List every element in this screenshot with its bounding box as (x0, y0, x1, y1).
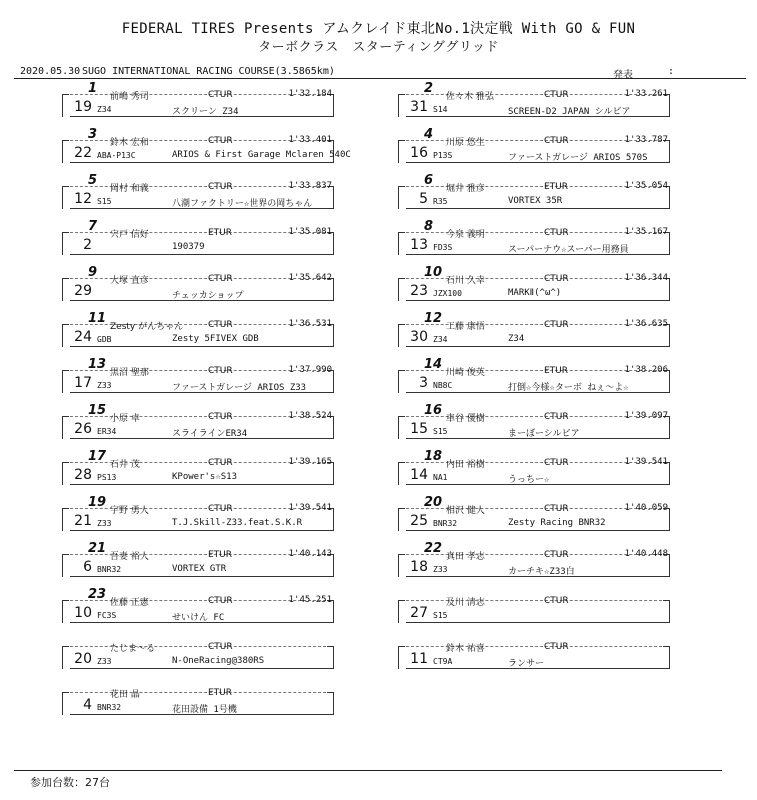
driver-name: 黒沼 聖那 (110, 368, 149, 378)
qualifying-time: 1'45.251 (288, 595, 332, 605)
class-label: CTUR (208, 458, 233, 468)
driver-name: 真田 孝志 (446, 552, 485, 562)
grid-position: 18 (424, 449, 443, 464)
car-number: 25 (410, 513, 428, 529)
entry-base-line (70, 254, 334, 255)
qualifying-time: 1'36.531 (288, 319, 332, 329)
qualifying-time: 1'40.059 (624, 503, 668, 513)
grid-position: 14 (424, 357, 443, 372)
team-name: Zesty Racing BNR32 (508, 518, 606, 528)
car-model: GDB (97, 335, 112, 344)
grid-position: 1 (88, 81, 98, 96)
team-name: カーチキ☆Z33白 (508, 567, 575, 577)
driver-name: 今泉 義明 (446, 230, 485, 240)
entry-top-line (406, 140, 662, 141)
entry-top-line (70, 600, 326, 601)
driver-name: 工藤 康悟 (446, 322, 485, 332)
page-subtitle: ターボクラス スターティンググリッド (258, 40, 499, 55)
grid-entry (62, 682, 334, 715)
car-number: 26 (74, 421, 92, 437)
qualifying-time: 1'39.541 (288, 503, 332, 513)
team-name: 花田設備 1号機 (172, 705, 237, 715)
class-label: CTUR (544, 274, 569, 284)
qualifying-time: 1'40.448 (624, 549, 668, 559)
class-label: ETUR (544, 366, 569, 376)
car-number: 21 (74, 513, 92, 529)
entry-base-line (406, 208, 670, 209)
driver-name: 吾妻 裕人 (110, 552, 149, 562)
car-number: 14 (410, 467, 428, 483)
entry-top-line (406, 462, 662, 463)
qualifying-time: 1'36.635 (624, 319, 668, 329)
driver-name: 堀井 雅彦 (446, 184, 485, 194)
car-number: 6 (83, 559, 92, 575)
driver-name: 石川 久幸 (446, 276, 485, 286)
entry-top-line (406, 508, 662, 509)
class-label: CTUR (544, 412, 569, 422)
team-name: せいけん FC (172, 613, 225, 623)
entry-top-line (70, 140, 326, 141)
team-name: まーぼーシルビア (508, 429, 580, 439)
driver-name: 宍戸 信好 (110, 230, 149, 240)
entry-top-line (70, 324, 326, 325)
grid-entry (62, 587, 334, 623)
car-number: 22 (74, 145, 92, 161)
car-number: 17 (74, 375, 92, 391)
class-label: CTUR (208, 320, 233, 330)
team-name: Zesty 5FIVEX GDB (172, 334, 259, 344)
car-model: NB8C (433, 381, 453, 390)
grid-entry (62, 403, 334, 439)
team-name: SCREEN-D2 JAPAN シルビア (508, 107, 631, 117)
grid-entry (398, 495, 670, 531)
car-number: 12 (74, 191, 92, 207)
grid-position: 6 (424, 173, 434, 188)
class-label: ETUR (208, 228, 233, 238)
car-number: 13 (410, 237, 428, 253)
class-label: CTUR (208, 412, 233, 422)
car-number: 10 (74, 605, 92, 621)
grid-entry (398, 265, 670, 301)
team-name: スクリーン Z34 (172, 107, 239, 117)
grid-entry (62, 311, 334, 347)
grid-entry (398, 173, 670, 209)
car-model: BNR32 (433, 519, 458, 528)
class-label: CTUR (544, 458, 569, 468)
car-model: Z33 (97, 657, 112, 666)
grid-position: 8 (424, 219, 434, 234)
car-model: Z33 (97, 381, 112, 390)
class-label: CTUR (208, 274, 233, 284)
class-label: CTUR (208, 90, 233, 100)
entry-top-line (70, 508, 326, 509)
driver-name: Zesty がんちゃん (110, 322, 184, 332)
driver-name: たじま～る (110, 644, 156, 654)
entry-top-line (406, 600, 662, 601)
team-name: MARKⅡ(^ω^) (508, 288, 562, 298)
driver-name: 鈴木 祐喜 (446, 644, 485, 654)
grid-entry (62, 636, 334, 669)
team-name: Z34 (508, 334, 525, 344)
grid-position: 3 (88, 127, 98, 142)
grid-entry (398, 81, 670, 117)
grid-position: 7 (88, 219, 98, 234)
qualifying-time: 1'33.401 (288, 135, 332, 145)
car-model: S15 (97, 197, 112, 206)
qualifying-time: 1'36.344 (624, 273, 668, 283)
qualifying-time: 1'37.990 (288, 365, 332, 375)
grid-position: 10 (424, 265, 443, 280)
driver-name: 小原 卓 (110, 414, 140, 424)
car-number: 19 (74, 99, 92, 115)
car-number: 24 (74, 329, 92, 345)
car-model: CT9A (433, 657, 453, 666)
entry-top-line (70, 94, 326, 95)
entry-top-line (406, 278, 662, 279)
bracket-right (327, 692, 334, 715)
car-model: FC3S (97, 611, 117, 620)
qualifying-time: 1'38.524 (288, 411, 332, 421)
entry-top-line (70, 462, 326, 463)
car-number: 11 (410, 651, 428, 667)
class-label: CTUR (208, 596, 233, 606)
entry-top-line (70, 232, 326, 233)
entry-top-line (406, 232, 662, 233)
entry-top-line (70, 646, 326, 647)
class-label: CTUR (208, 136, 233, 146)
entry-base-line (406, 346, 670, 347)
grid-position: 13 (88, 357, 107, 372)
grid-position: 15 (88, 403, 107, 418)
car-model: FD3S (433, 243, 453, 252)
car-number: 20 (74, 651, 92, 667)
car-model: ABA-P13C (97, 151, 136, 160)
driver-name: 鈴木 宏和 (110, 138, 149, 148)
grid-entry (398, 449, 670, 485)
grid-entry (398, 357, 670, 393)
car-model: Z34 (433, 335, 448, 344)
grid-position: 11 (88, 311, 107, 326)
entry-base-line (70, 346, 334, 347)
entry-top-line (406, 94, 662, 95)
grid-entry (62, 495, 334, 531)
entry-top-line (406, 554, 662, 555)
team-name: スライラインER34 (172, 429, 248, 439)
driver-name: 大塚 直彦 (110, 276, 149, 286)
driver-name: 相沢 健人 (446, 506, 485, 516)
qualifying-time: 1'32.184 (288, 89, 332, 99)
release-time: : (668, 66, 675, 77)
grid-entry (398, 541, 670, 577)
grid-entry (62, 541, 334, 577)
grid-position: 23 (88, 587, 107, 602)
team-name: VORTEX GTR (172, 564, 227, 574)
grid-position: 5 (88, 173, 98, 188)
team-name: 打倒☆今様☆ターボ ねぇ～よ☆ (508, 383, 629, 393)
grid-position: 12 (424, 311, 443, 326)
driver-name: 石井 茂 (110, 460, 140, 470)
class-label: CTUR (208, 182, 233, 192)
qualifying-time: 1'33.261 (624, 89, 668, 99)
car-number: 2 (83, 237, 92, 253)
grid-entry (398, 636, 670, 669)
class-label: CTUR (544, 136, 569, 146)
qualifying-time: 1'35.081 (288, 227, 332, 237)
grid-position: 2 (424, 81, 434, 96)
class-label: ETUR (208, 550, 233, 560)
class-label: CTUR (208, 504, 233, 514)
driver-name: 内田 裕樹 (446, 460, 485, 470)
car-model: PS13 (97, 473, 117, 482)
entry-top-line (406, 646, 662, 647)
bracket-right (663, 646, 670, 669)
grid-entry (62, 265, 334, 301)
grid-position: 21 (88, 541, 107, 556)
release-label: 発表 (613, 70, 633, 81)
grid-position: 17 (88, 449, 107, 464)
qualifying-time: 1'35.054 (624, 181, 668, 191)
car-number: 18 (410, 559, 428, 575)
entry-base-line (70, 576, 334, 577)
grid-position: 4 (424, 127, 434, 142)
car-model: Z33 (433, 565, 448, 574)
car-model: BNR32 (97, 565, 122, 574)
grid-entry (62, 357, 334, 393)
grid-position: 16 (424, 403, 443, 418)
class-label: CTUR (544, 228, 569, 238)
grid-position: 22 (424, 541, 443, 556)
driver-name: 川原 悠生 (446, 138, 485, 148)
entries-count: 参加台数：27台 (30, 776, 110, 789)
team-name: スーパーナウ☆スーパー用務員 (508, 245, 629, 255)
car-number: 16 (410, 145, 428, 161)
bracket-right (327, 646, 334, 669)
car-model: S15 (433, 427, 448, 436)
grid-entry (398, 219, 670, 255)
car-number: 27 (410, 605, 428, 621)
event-title: FEDERAL TIRES Presents アムクレイド東北No.1決定戦 With GO & FUN (121, 21, 636, 37)
team-name: うっちー☆ (508, 475, 550, 485)
car-model: JZX100 (433, 289, 462, 298)
team-name: ランサー (508, 659, 545, 669)
car-model: S14 (433, 105, 448, 114)
driver-name: 佐々木 雅弘 (446, 92, 494, 102)
entry-base-line (70, 530, 334, 531)
entry-top-line (70, 370, 326, 371)
qualifying-time: 1'33.837 (288, 181, 332, 191)
driver-name: 花田 晶 (110, 690, 140, 700)
entry-top-line (406, 416, 662, 417)
grid-entry (62, 127, 351, 163)
entry-base-line (406, 300, 670, 301)
entry-top-line (70, 692, 326, 693)
grid-entry (62, 449, 334, 485)
grid-position: 19 (88, 495, 107, 510)
driver-name: 岡村 和義 (110, 184, 149, 194)
car-number: 5 (419, 191, 428, 207)
driver-name: 佐藤 正憲 (110, 598, 149, 608)
entry-top-line (70, 416, 326, 417)
driver-name: 車谷 優樹 (446, 414, 485, 424)
bracket-right (663, 600, 670, 623)
entry-base-line (70, 162, 334, 163)
car-model: BNR32 (97, 703, 122, 712)
car-number: 31 (410, 99, 428, 115)
car-model: R35 (433, 197, 448, 206)
car-number: 4 (83, 697, 92, 713)
qualifying-time: 1'39.541 (624, 457, 668, 467)
header-divider (14, 78, 746, 79)
team-name: ファーストガレージ ARIOS 570S (508, 153, 648, 163)
entry-top-line (406, 324, 662, 325)
qualifying-time: 1'40.143 (288, 549, 332, 559)
car-model: S15 (433, 611, 448, 620)
entry-base-line (70, 668, 334, 669)
class-label: CTUR (544, 90, 569, 100)
grid-entry (398, 311, 670, 347)
class-label: ETUR (208, 688, 233, 698)
class-label: CTUR (544, 550, 569, 560)
grid-entry (62, 81, 334, 117)
entry-base-line (406, 622, 670, 623)
grid-entry (398, 590, 670, 623)
car-number: 3 (419, 375, 428, 391)
grid-entry (62, 219, 334, 255)
team-name: 190379 (172, 242, 205, 252)
entry-top-line (70, 554, 326, 555)
class-label: CTUR (544, 504, 569, 514)
entry-base-line (70, 484, 334, 485)
team-name: ARIOS & First Garage Mclaren 540C (172, 150, 351, 160)
car-model: ER34 (97, 427, 117, 436)
event-date: 2020.05.30 (20, 66, 81, 77)
class-label: CTUR (544, 320, 569, 330)
entry-top-line (70, 278, 326, 279)
car-model: Z33 (97, 519, 112, 528)
class-label: CTUR (544, 642, 569, 652)
car-model: NA1 (433, 473, 448, 482)
car-number: 30 (410, 329, 428, 345)
course-name: SUGO INTERNATIONAL RACING COURSE(3.5865km) (82, 66, 335, 77)
team-name: チェッカショップ (172, 291, 244, 301)
grid-entry (62, 173, 334, 209)
driver-name: 前嶋 秀司 (110, 92, 149, 102)
entry-top-line (70, 186, 326, 187)
grid-entry (398, 127, 670, 163)
team-name: KPower's☆S13 (172, 472, 238, 482)
qualifying-time: 1'39.165 (288, 457, 332, 467)
grid-position: 9 (88, 265, 98, 280)
entry-base-line (406, 530, 670, 531)
car-number: 23 (410, 283, 428, 299)
driver-name: 川崎 俊英 (446, 368, 485, 378)
class-label: CTUR (544, 596, 569, 606)
qualifying-time: 1'39.097 (624, 411, 668, 421)
grid-position: 20 (424, 495, 443, 510)
class-label: CTUR (208, 366, 233, 376)
team-name: 八潮ファクトリー☆世界の岡ちゃん (172, 199, 313, 209)
driver-name: 及川 清志 (446, 598, 485, 608)
car-model: Z34 (97, 105, 112, 114)
car-model: P13S (433, 151, 453, 160)
entry-top-line (406, 186, 662, 187)
qualifying-time: 1'35.642 (288, 273, 332, 283)
car-number: 15 (410, 421, 428, 437)
driver-name: 宇野 勇人 (110, 506, 149, 516)
footer-divider (14, 770, 722, 771)
entry-top-line (406, 370, 662, 371)
qualifying-time: 1'35.167 (624, 227, 668, 237)
team-name: ファーストガレージ ARIOS Z33 (172, 383, 307, 393)
team-name: T.J.Skill-Z33.feat.S.K.R (172, 518, 303, 528)
car-number: 29 (74, 283, 92, 299)
team-name: N-OneRacing@380RS (172, 656, 265, 666)
qualifying-time: 1'38.206 (624, 365, 668, 375)
grid-entry (398, 403, 670, 439)
class-label: ETUR (544, 182, 569, 192)
car-number: 28 (74, 467, 92, 483)
qualifying-time: 1'33.787 (624, 135, 668, 145)
class-label: CTUR (208, 642, 233, 652)
team-name: VORTEX 35R (508, 196, 563, 206)
